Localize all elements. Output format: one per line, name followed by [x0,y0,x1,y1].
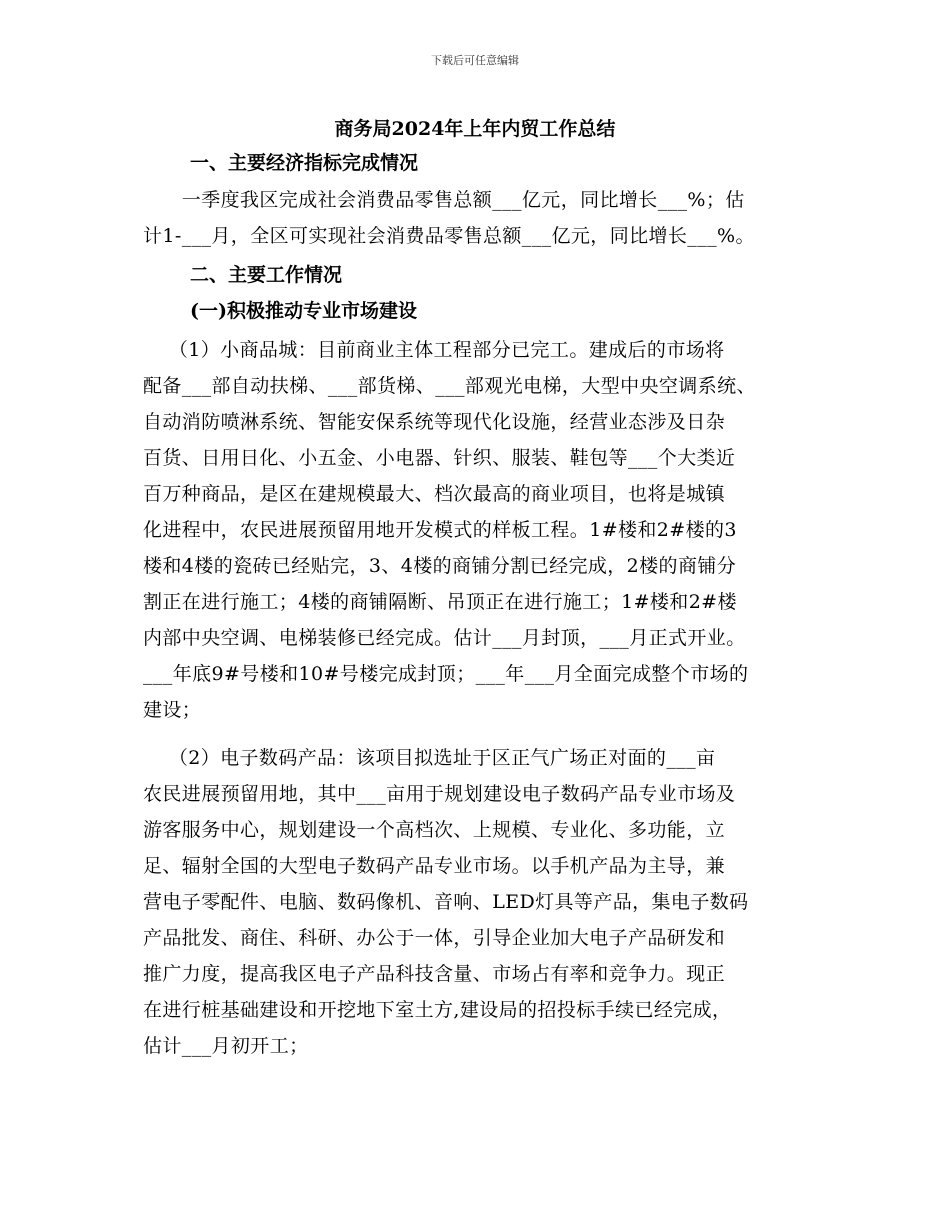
paragraph-line: 在进行桩基础建设和开挖地下室土方,建设局的招投标手续已经完成， [143,999,732,1021]
section-indicators-paragraph [143,182,833,254]
subsection-heading-market-construction: (一)积极推动专业市场建设 [190,300,417,322]
paragraph-line: 建设； [143,699,202,721]
paragraph-line: 产品批发、商住、科研、办公于一体，引导企业加大电子产品研发和 [143,927,726,949]
paragraph-line: ___年底9#号楼和10#号楼完成封顶；___年___月全面完成整个市场的 [143,663,749,685]
paragraph-line: 化进程中，农民进展预留用地开发模式的样板工程。1#楼和2#楼的3 [143,519,737,541]
paragraph-line: 内部中央空调、电梯装修已经完成。估计___月封顶，___月正式开业。 [143,627,746,649]
paragraph-line: 割正在进行施工；4楼的商铺隔断、吊顶正在进行施工；1#楼和2#楼 [143,591,737,613]
paragraph-line: 计1-___月，全区可实现社会消费品零售总额___亿元，同比增长___%。 [143,225,755,247]
paragraph-line: （2）电子数码产品：该项目拟选址于区正气广场正对面的___亩 [143,747,716,769]
item-digital-products-paragraph [143,740,833,1064]
paragraph-line: 一季度我区完成社会消费品零售总额___亿元，同比增长___%；估 [143,189,745,211]
paragraph-line: 百万种商品，是区在建规模最大、档次最高的商业项目，也将是城镇 [143,483,726,505]
page-header-watermark: 下载后可任意编辑 [431,54,519,67]
paragraph-line: 自动消防喷淋系统、智能安保系统等现代化设施，经营业态涉及日杂 [143,411,726,433]
paragraph-line: 游客服务中心，规划建设一个高档次、上规模、专业化、多功能，立 [143,819,726,841]
paragraph-line: 楼和4楼的瓷砖已经贴完，3、4楼的商铺分割已经完成，2楼的商铺分 [143,555,737,577]
paragraph-line: 推广力度，提高我区电子产品科技含量、市场占有率和竞争力。现正 [143,963,726,985]
paragraph-line: 估计___月初开工； [143,1035,309,1057]
paragraph-line: 配备___部自动扶梯、___部货梯、___部观光电梯，大型中央空调系统、 [143,375,756,397]
item-small-commodity-city-paragraph [143,332,833,728]
paragraph-line: 百货、日用日化、小五金、小电器、针织、服装、鞋包等___个大类近 [143,447,736,469]
paragraph-line: 足、辐射全国的大型电子数码产品专业市场。以手机产品为主导，兼 [143,855,726,877]
paragraph-line: 营电子零配件、电脑、数码像机、音响、LED灯具等产品，集电子数码 [143,891,749,913]
document-title: 商务局2024年上年内贸工作总结 [334,118,616,140]
paragraph-line: （1）小商品城：目前商业主体工程部分已完工。建成后的市场将 [143,339,725,361]
section-heading-indicators: 一、主要经济指标完成情况 [190,152,419,174]
section-heading-main-work: 二、主要工作情况 [190,264,343,286]
paragraph-line: 农民进展预留用地，其中___亩用于规划建设电子数码产品专业市场及 [143,783,736,805]
